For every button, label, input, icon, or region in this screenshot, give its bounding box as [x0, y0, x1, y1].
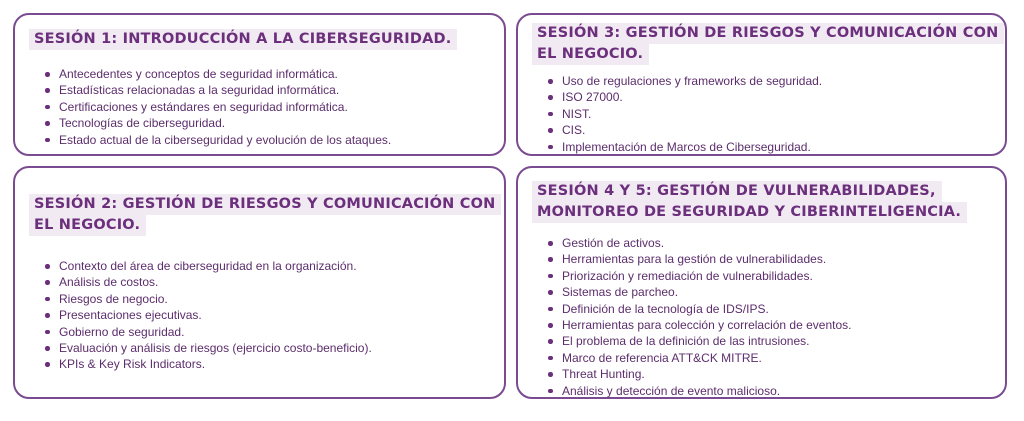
session-3-title — [532, 23, 1004, 65]
list-item: Certificaciones y estándares en seguridad informática. — [45, 99, 391, 115]
session-2-topics — [45, 258, 372, 373]
list-item: CIS. — [548, 122, 822, 138]
session-1-title-line-1: SESIÓN 1: INTRODUCCIÓN A LA CIBERSEGURIDAD. — [34, 31, 452, 47]
list-item: Evaluación y análisis de riesgos (ejercicio costo-beneficio). — [45, 340, 372, 356]
list-item: Gobierno de seguridad. — [45, 324, 372, 340]
list-item: Contexto del área de ciberseguridad en la organización. — [45, 258, 372, 274]
list-item: Antecedentes y conceptos de seguridad informática. — [45, 66, 391, 82]
list-item: ISO 27000. — [548, 89, 822, 105]
session-4-5-card — [516, 166, 1007, 399]
list-item: KPIs & Key Risk Indicators. — [45, 356, 372, 372]
session-4-5-title-line-2: MONITOREO DE SEGURIDAD Y CIBERINTELIGENCIA. — [532, 202, 967, 223]
list-item: Presentaciones ejecutivas. — [45, 307, 372, 323]
session-2-title-line-1: SESIÓN 2: GESTIÓN DE RIESGOS Y COMUNICACIÓN CON — [29, 194, 501, 215]
list-item: Estado actual de la ciberseguridad y evolución de los ataques. — [45, 132, 391, 148]
list-item: Implementación de Marcos de Ciberseguridad. — [548, 139, 822, 155]
list-item: Análisis de costos. — [45, 274, 372, 290]
list-item: Estadísticas relacionadas a la seguridad informática. — [45, 82, 391, 98]
list-item: NIST. — [548, 106, 822, 122]
list-item: Herramientas para colección y correlación de eventos. — [548, 317, 851, 333]
session-1-topics — [45, 66, 391, 148]
session-4-5-title — [532, 181, 967, 223]
list-item: Sistemas de parcheo. — [548, 284, 851, 300]
list-item: Threat Hunting. — [548, 366, 851, 382]
session-3-title-line-2: EL NEGOCIO. — [532, 44, 649, 65]
list-item: Priorización y remediación de vulnerabilidades. — [548, 268, 851, 284]
session-4-5-topics — [548, 235, 851, 399]
list-item: Definición de la tecnología de IDS/IPS. — [548, 301, 851, 317]
session-2-title — [29, 194, 501, 236]
list-item: Tecnologías de ciberseguridad. — [45, 115, 391, 131]
list-item: Uso de regulaciones y frameworks de seguridad. — [548, 73, 822, 89]
list-item: Marco de referencia ATT&CK MITRE. — [548, 350, 851, 366]
session-1-card — [13, 13, 506, 156]
session-3-title-line-1: SESIÓN 3: GESTIÓN DE RIESGOS Y COMUNICACIÓN CON — [532, 23, 1004, 44]
session-3-card — [516, 13, 1007, 156]
list-item: El problema de la definición de las intrusiones. — [548, 333, 851, 349]
session-2-title-line-2: EL NEGOCIO. — [29, 215, 146, 236]
list-item: Análisis y detección de evento malicioso. — [548, 383, 851, 399]
session-4-5-title-line-1: SESIÓN 4 Y 5: GESTIÓN DE VULNERABILIDADES, — [532, 181, 942, 202]
list-item: Herramientas para la gestión de vulnerabilidades. — [548, 251, 851, 267]
session-3-topics — [548, 73, 822, 155]
session-1-title — [29, 29, 457, 50]
list-item: Gestión de activos. — [548, 235, 851, 251]
session-2-card — [13, 166, 506, 399]
list-item: Riesgos de negocio. — [45, 291, 372, 307]
